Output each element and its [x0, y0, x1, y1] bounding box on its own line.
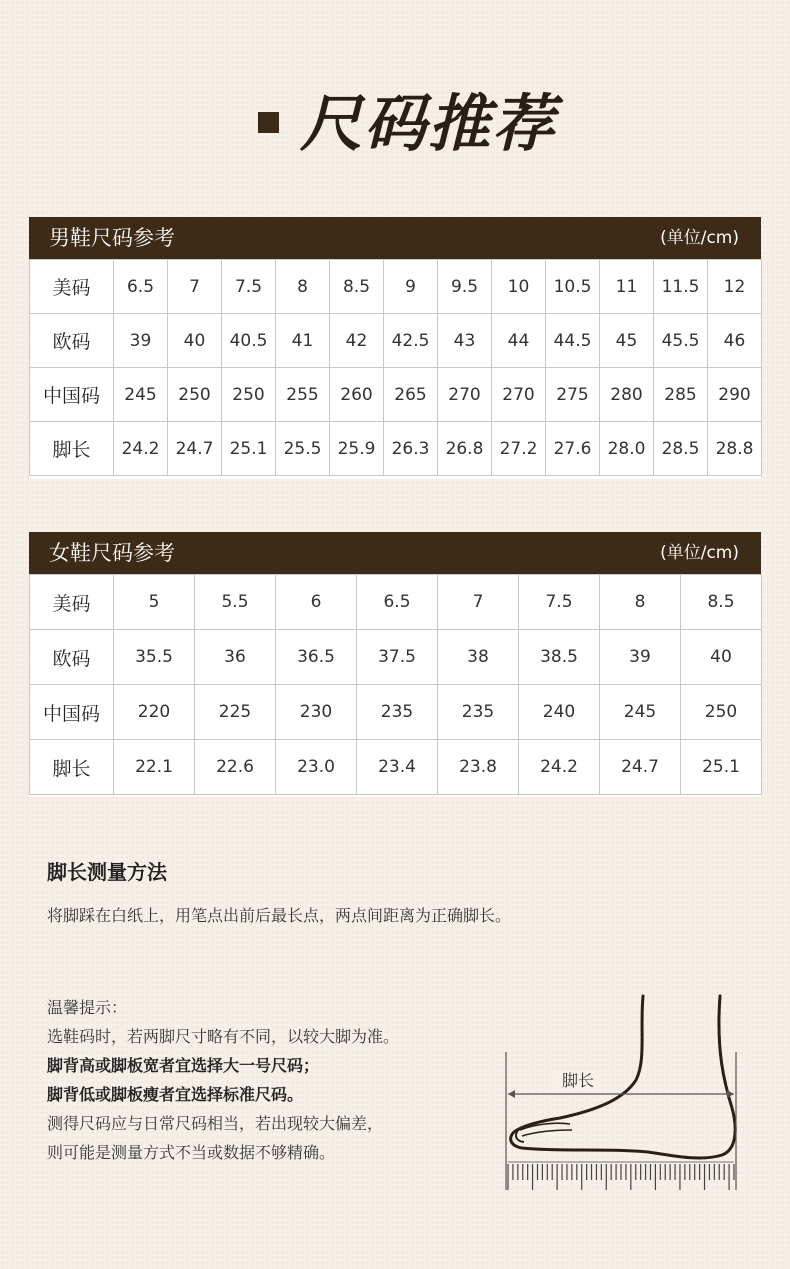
row-label: 脚长 [30, 740, 114, 795]
size-cell: 22.1 [114, 740, 195, 795]
size-cell: 40 [681, 630, 762, 685]
size-cell: 37.5 [357, 630, 438, 685]
tips-title: 温馨提示： [47, 998, 128, 1017]
size-cell: 220 [114, 685, 195, 740]
size-cell: 250 [222, 368, 276, 422]
size-cell: 27.6 [546, 422, 600, 476]
size-cell: 36.5 [276, 630, 357, 685]
size-cell: 42 [330, 314, 384, 368]
size-cell: 275 [546, 368, 600, 422]
row-label: 中国码 [30, 685, 114, 740]
arrow-right-icon [727, 1090, 734, 1098]
size-cell: 25.5 [276, 422, 330, 476]
men-chart-header [29, 217, 761, 259]
size-cell: 23.8 [438, 740, 519, 795]
size-cell: 39 [600, 630, 681, 685]
size-cell: 45 [600, 314, 654, 368]
women-table-row [30, 740, 762, 795]
size-cell: 40 [168, 314, 222, 368]
size-cell: 24.7 [168, 422, 222, 476]
size-cell: 11 [600, 260, 654, 314]
measure-method-title: 脚长测量方法 [47, 860, 167, 884]
size-cell: 7 [168, 260, 222, 314]
size-cell: 26.3 [384, 422, 438, 476]
women-table-row [30, 630, 762, 685]
size-cell: 5 [114, 575, 195, 630]
size-cell: 7.5 [519, 575, 600, 630]
size-cell: 235 [357, 685, 438, 740]
men-chart-title: 男鞋尺码参考 [49, 226, 175, 250]
men-size-chart [29, 217, 761, 479]
size-cell: 38.5 [519, 630, 600, 685]
size-cell: 250 [168, 368, 222, 422]
tips-line-bold: 脚背高或脚板宽者宜选择大一号尺码； [47, 1056, 320, 1075]
measure-method-text: 将脚踩在白纸上，用笔点出前后最长点，两点间距离为正确脚长。 [47, 906, 512, 925]
foot-measure-diagram [500, 990, 750, 1200]
size-cell: 245 [600, 685, 681, 740]
size-cell: 23.4 [357, 740, 438, 795]
tips-line-bold: 脚背低或脚板瘦者宜选择标准尺码。 [47, 1085, 304, 1104]
size-cell: 260 [330, 368, 384, 422]
row-label: 欧码 [30, 314, 114, 368]
size-cell: 6 [276, 575, 357, 630]
size-cell: 7 [438, 575, 519, 630]
size-cell: 44.5 [546, 314, 600, 368]
size-cell: 8 [600, 575, 681, 630]
arrow-left-icon [508, 1090, 515, 1098]
men-table-row [30, 368, 762, 422]
size-cell: 40.5 [222, 314, 276, 368]
size-cell: 43 [438, 314, 492, 368]
men-table-row [30, 260, 762, 314]
men-size-table [29, 259, 762, 476]
size-cell: 8.5 [330, 260, 384, 314]
women-size-table [29, 574, 762, 795]
size-cell: 255 [276, 368, 330, 422]
size-cell: 27.2 [492, 422, 546, 476]
page-title: 尺码推荐 [300, 87, 557, 160]
size-cell: 230 [276, 685, 357, 740]
tips-section [47, 993, 507, 1167]
tips-line: 则可能是测量方式不当或数据不够精确。 [47, 1143, 336, 1162]
size-cell: 270 [438, 368, 492, 422]
size-cell: 225 [195, 685, 276, 740]
size-cell: 7.5 [222, 260, 276, 314]
page-title-block [0, 80, 790, 170]
tips-line: 选鞋码时，若两脚尺寸略有不同，以较大脚为准。 [47, 1027, 400, 1046]
women-size-chart [29, 532, 761, 797]
foot-length-label: 脚长 [561, 1071, 595, 1090]
row-label: 美码 [30, 260, 114, 314]
size-cell: 24.2 [519, 740, 600, 795]
size-cell: 45.5 [654, 314, 708, 368]
size-cell: 6.5 [357, 575, 438, 630]
women-chart-header [29, 532, 761, 574]
size-cell: 22.6 [195, 740, 276, 795]
size-cell: 25.1 [222, 422, 276, 476]
women-table-row [30, 575, 762, 630]
size-cell: 250 [681, 685, 762, 740]
women-table-row [30, 685, 762, 740]
men-table-row [30, 422, 762, 476]
women-chart-unit: (单位/cm) [660, 543, 739, 563]
men-table-row [30, 314, 762, 368]
size-cell: 35.5 [114, 630, 195, 685]
size-cell: 24.2 [114, 422, 168, 476]
title-bullet-square [258, 112, 279, 133]
men-chart-unit: (单位/cm) [660, 228, 739, 248]
size-cell: 24.7 [600, 740, 681, 795]
size-cell: 265 [384, 368, 438, 422]
size-cell: 36 [195, 630, 276, 685]
row-label: 美码 [30, 575, 114, 630]
row-label: 欧码 [30, 630, 114, 685]
tips-line: 测得尺码应与日常尺码相当，若出现较大偏差， [47, 1114, 384, 1133]
size-cell: 270 [492, 368, 546, 422]
size-cell: 285 [654, 368, 708, 422]
size-cell: 39 [114, 314, 168, 368]
size-cell: 10 [492, 260, 546, 314]
size-cell: 26.8 [438, 422, 492, 476]
size-cell: 6.5 [114, 260, 168, 314]
size-cell: 280 [600, 368, 654, 422]
size-cell: 28.0 [600, 422, 654, 476]
size-cell: 12 [708, 260, 762, 314]
size-cell: 5.5 [195, 575, 276, 630]
size-cell: 8.5 [681, 575, 762, 630]
ruler-ticks [508, 1162, 734, 1190]
size-cell: 25.1 [681, 740, 762, 795]
size-cell: 235 [438, 685, 519, 740]
size-cell: 46 [708, 314, 762, 368]
size-cell: 240 [519, 685, 600, 740]
size-cell: 11.5 [654, 260, 708, 314]
row-label: 脚长 [30, 422, 114, 476]
size-cell: 25.9 [330, 422, 384, 476]
size-cell: 42.5 [384, 314, 438, 368]
size-cell: 28.8 [708, 422, 762, 476]
size-cell: 28.5 [654, 422, 708, 476]
size-cell: 10.5 [546, 260, 600, 314]
size-cell: 290 [708, 368, 762, 422]
row-label: 中国码 [30, 368, 114, 422]
women-chart-title: 女鞋尺码参考 [49, 541, 175, 565]
size-cell: 44 [492, 314, 546, 368]
size-cell: 8 [276, 260, 330, 314]
size-cell: 245 [114, 368, 168, 422]
size-cell: 9.5 [438, 260, 492, 314]
size-cell: 38 [438, 630, 519, 685]
size-cell: 23.0 [276, 740, 357, 795]
size-cell: 9 [384, 260, 438, 314]
foot-outline-icon [511, 996, 735, 1158]
size-cell: 41 [276, 314, 330, 368]
